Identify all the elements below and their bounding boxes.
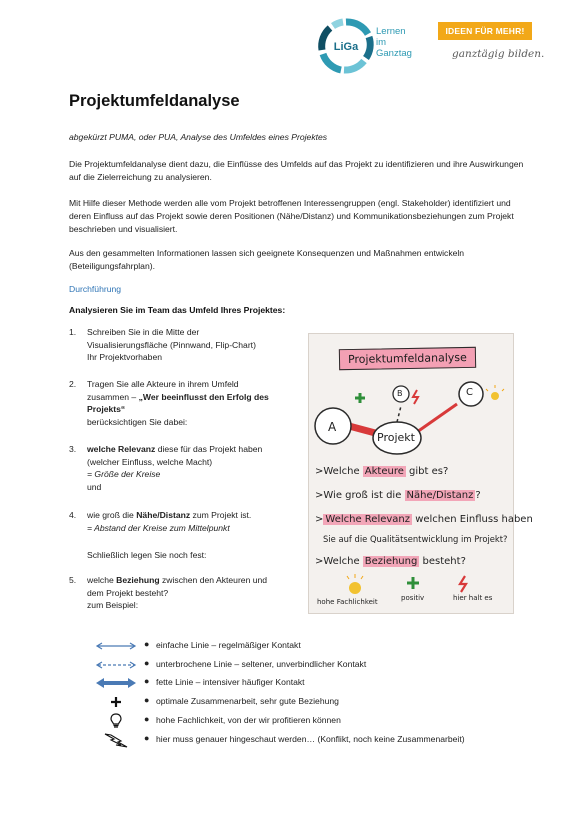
liga-line-1: Lernen	[376, 26, 406, 37]
step-number: 4.	[69, 510, 77, 520]
page-subtitle: abgekürzt PUMA, oder PUA, Analyse des Umfeldes eines Projektes	[69, 132, 328, 142]
step-1	[69, 326, 309, 364]
step-number: 3.	[69, 444, 77, 454]
step-5	[69, 574, 309, 612]
step-1-line-3: Ihr Projektvorhaben	[87, 352, 162, 362]
flipchart-center: Projekt	[377, 431, 415, 444]
flipchart-photo	[308, 333, 533, 614]
plus-icon	[92, 694, 140, 710]
flipchart-title: Projektumfeldanalyse	[339, 347, 476, 370]
step-4-line-1c: zum Projekt ist.	[190, 510, 252, 520]
legend-text: optimale Zusammenarbeit, sehr gute Beziehung	[156, 696, 339, 706]
q3-suffix: welchen Einfluss haben	[412, 514, 533, 525]
flipchart-node-b: B	[397, 389, 403, 398]
step-2-line-4: berücksichtigen Sie dabei:	[87, 416, 188, 427]
q1-highlight: Akteure	[364, 466, 404, 477]
legend-text: fette Linie – intensiver häufiger Kontakt	[156, 677, 305, 687]
step-number: 1.	[69, 327, 77, 337]
dashed-double-arrow-icon	[92, 657, 140, 673]
step-4	[69, 509, 309, 534]
bullet: ●	[144, 639, 150, 649]
step-1-line-1: Schreiben Sie in die Mitte der	[87, 327, 200, 337]
legend-item	[92, 638, 532, 654]
step-2	[69, 378, 309, 428]
step-3-line-1a: welche Relevanz	[87, 444, 156, 454]
flipchart-question-5	[315, 556, 466, 567]
step-2-line-2b: „Wer beeinflusst den Erfolg des	[138, 391, 269, 402]
q2-suffix: ?	[475, 490, 481, 501]
bullet: ●	[144, 695, 150, 705]
step-1-line-2: Visualisierungsfläche (Pinnwand, Flip-Chart)	[87, 339, 256, 350]
legend-item	[92, 713, 532, 729]
intro-paragraph-2: Mit Hilfe dieser Methode werden alle vom Projekt betroffenen Interessengruppen (engl. Stakeholder) identifiziert und deren Einfluss auf das Projekt sowie deren Positionen (Nähe/Distanz) und Kommunikationsbeziehungen zum Projekt beschrieben und visualisiert.	[69, 198, 514, 234]
flipchart-label-halt: hier halt es	[453, 594, 493, 602]
page-title: Projektumfeldanalyse	[69, 92, 240, 110]
step-5-line-1a: welche	[87, 575, 117, 585]
flipchart-node-a: A	[328, 420, 337, 434]
flipchart-label-positiv: positiv	[401, 594, 425, 602]
legend-text: einfache Linie – regelmäßiger Kontakt	[156, 640, 301, 650]
bullet: ●	[144, 714, 150, 724]
step-number: 5.	[69, 575, 77, 585]
step-3-line-4: und	[87, 481, 102, 492]
intro-paragraph-1: Die Projektumfeldanalyse dient dazu, die Einflüsse des Umfelds auf das Projekt zu identifizieren und ihre Auswirkungen auf die Zielerreichung zu analysieren.	[69, 159, 524, 182]
flipchart-question-3	[315, 514, 533, 525]
legend-text: hohe Fachlichkeit, von der wir profitieren können	[156, 715, 341, 725]
legend-item	[92, 675, 532, 691]
step-2-line-2a: zusammen –	[87, 391, 139, 402]
q5-highlight: Beziehung	[364, 556, 418, 567]
q2-highlight: Nähe/Distanz	[406, 490, 474, 501]
flipchart-node-c: C	[466, 387, 473, 398]
step-note: Schließlich legen Sie noch fest:	[87, 550, 207, 560]
thin-double-arrow-icon	[92, 638, 140, 654]
q1-prefix: >Welche	[315, 466, 363, 477]
legend-item	[92, 732, 532, 748]
section-heading-durchfuehrung: Durchführung	[69, 284, 122, 294]
legend-text: unterbrochene Linie – seltener, unverbindlicher Kontakt	[156, 659, 367, 669]
liga-wordmark	[376, 26, 412, 59]
ideen-logo	[438, 22, 548, 74]
step-2-line-1: Tragen Sie alle Akteure in ihrem Umfeld	[87, 379, 239, 389]
bullet: ●	[144, 733, 150, 743]
q5-suffix: besteht?	[419, 556, 466, 567]
lightbulb-icon	[92, 713, 140, 729]
task-heading: Analysieren Sie im Team das Umfeld Ihres Projektes:	[69, 305, 286, 315]
flipchart-question-4: Sie auf die Qualitätsentwicklung im Projekt?	[323, 534, 508, 544]
ideen-script: ganztägig bilden.	[452, 48, 545, 60]
step-5-line-2: dem Projekt besteht?	[87, 587, 169, 598]
ideen-badge: IDEEN FÜR MEHR!	[438, 22, 532, 40]
q2-prefix: >Wie groß ist die	[315, 490, 405, 501]
liga-logo	[318, 16, 428, 80]
lightning-icon	[92, 732, 140, 748]
bullet: ●	[144, 658, 150, 668]
q5-prefix: >Welche	[315, 556, 363, 567]
step-4-line-1a: wie groß die	[87, 510, 137, 520]
liga-line-2: im	[376, 37, 387, 48]
flipchart-question-1	[315, 466, 448, 477]
step-3	[69, 443, 309, 493]
step-number: 2.	[69, 379, 77, 389]
flipchart-question-2	[315, 490, 481, 501]
step-4-line-2: = Abstand der Kreise zum Mittelpunkt	[87, 522, 230, 533]
legend-text: hier muss genauer hingeschaut werden… (Konflikt, noch keine Zusammenarbeit)	[156, 734, 465, 744]
liga-line-3: Ganztag	[376, 48, 412, 59]
step-3-line-3: = Größe der Kreise	[87, 469, 161, 479]
flipchart-label-fachlichkeit: hohe Fachlichkeit	[317, 598, 378, 606]
thick-double-arrow-icon	[92, 675, 140, 691]
step-5-line-3: zum Beispiel:	[87, 600, 139, 610]
q3-highlight: Welche Relevanz	[325, 514, 411, 525]
step-3-line-1b: diese für das Projekt haben	[155, 444, 263, 454]
liga-abbr: LiGa	[333, 41, 359, 53]
liga-ring-icon	[318, 18, 374, 74]
q3-prefix: >	[315, 514, 324, 525]
step-2-line-3: Projekts“	[87, 404, 126, 414]
step-5-line-1c: zwischen den Akteuren und	[159, 575, 268, 585]
step-5-line-1b: Beziehung	[116, 575, 160, 585]
legend-item	[92, 694, 532, 710]
intro-paragraph-3: Aus den gesammelten Informationen lassen sich geeignete Konsequenzen und Maßnahmen entwickeln (Beteiligungsfahrplan).	[69, 248, 465, 271]
legend-item	[92, 657, 532, 673]
step-3-line-2: (welcher Einfluss, welche Macht)	[87, 456, 213, 467]
bullet: ●	[144, 676, 150, 686]
step-4-line-1b: Nähe/Distanz	[136, 510, 191, 520]
q1-suffix: gibt es?	[405, 466, 449, 477]
